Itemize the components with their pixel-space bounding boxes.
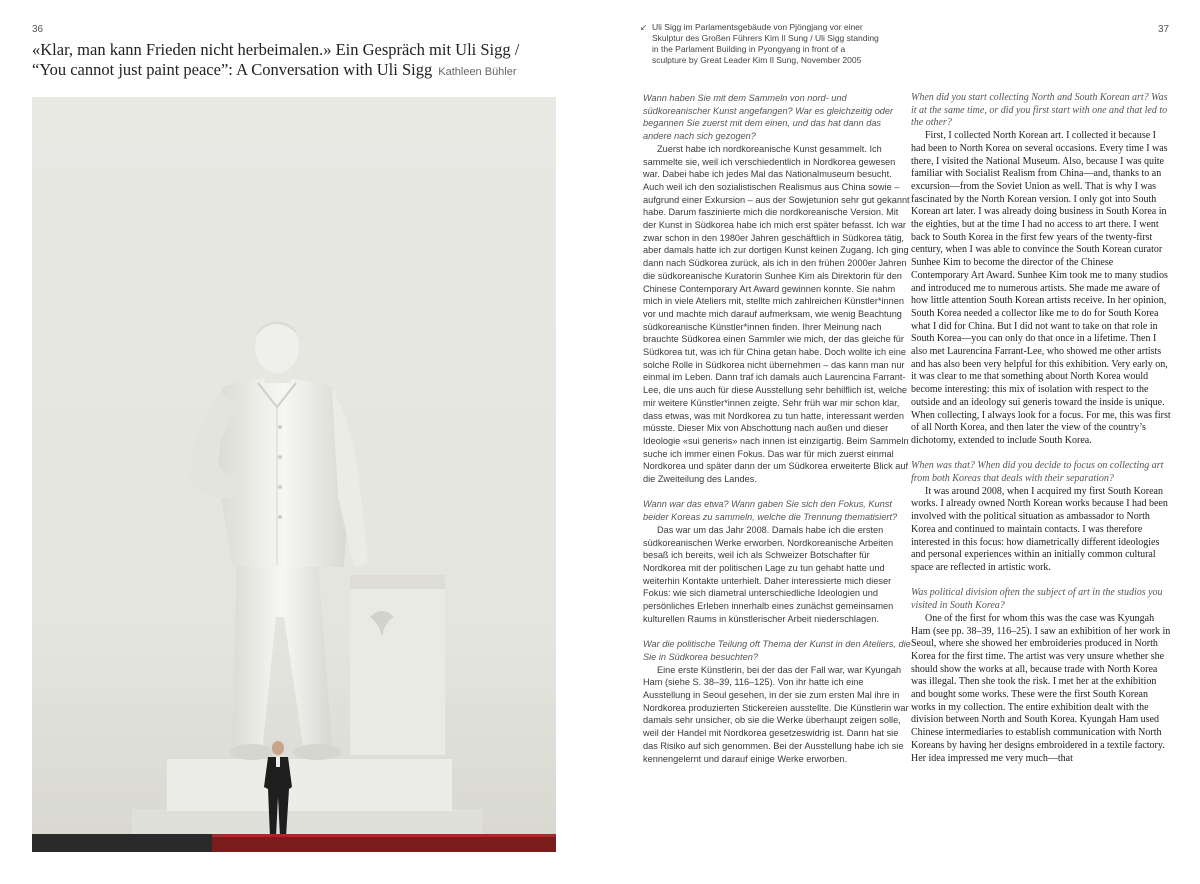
- question-german: Wann war das etwa? Wann gaben Sie sich den Fokus, Kunst beider Koreas zu sammeln, welche die Trennung thematisiert?: [643, 499, 898, 523]
- title-line-english: “You cannot just paint peace”: A Conversation with Uli Sigg: [32, 60, 433, 79]
- plinth-lower: [132, 809, 482, 835]
- question-english: When did you start collecting North and South Korean art? Was it at the same time, or did you first start with one and that led to the other?: [911, 92, 1168, 129]
- page-number-left: 36: [32, 24, 44, 35]
- caption-line: Uli Sigg im Parlamentsgebäude von Pjöngjang vor einer: [652, 22, 863, 32]
- question-german: Wann haben Sie mit dem Sammeln von nord- und südkoreanischer Kunst angefangen? War es gleichzeitig oder begannen Sie zuerst mit dem einen, und das hat dann das andere nach sich gezogen?: [643, 93, 894, 142]
- author-name: Kathleen Bühler: [438, 66, 517, 78]
- answer-german: Eine erste Künstlerin, bei der das der Fall war, war Kyungah Ham (siehe S. 38–39, 116–125). Von ihr hatte ich eine Ausstellung in Seoul gesehen, in der sie zum ersten Mal ihre in Nordkorea produzierten Stickereien ausstellte. Die Künstlerin war damals sehr unsicher, ob sie die Werke überhaupt zeigen solle, weil der Handel mit Nordkorea gesetzeswidrig ist. Dann hat sie das Risiko auf sich genommen. Bei der Ausstellung habe ich sie kennengelernt und darauf einige Werke erworben.: [643, 664, 909, 764]
- floor-shadow: [32, 834, 212, 852]
- title-line-english-wrap: [32, 60, 572, 82]
- statue-torso: [218, 378, 350, 567]
- question-english: When was that? When did you decide to focus on collecting art from both Koreas that deals with their separation?: [911, 460, 1164, 485]
- question-english: Was political division often the subject of art in the studios you visited in South Korea?: [911, 587, 1163, 612]
- answer-english: One of the first for whom this was the case was Kyungah Ham (see pp. 38–39, 116–25). I saw an exhibition of her work in Seoul, where she showed her embroideries produced in North Korea for the first time. The artist was very unsure whether she should show the works at all, because trade with North Korea was illegal. Then she took the risk. I met her at the exhibition and bought some works. These were the first South Korean works in my collection. The entire exhibition dealt with the division between North and South Korea. Kyungah Ham used Chinese intermediaries to establish communication with North Koreans by having her designs embroidered in a textile factory. Her idea impressed me very much—that: [911, 612, 1171, 764]
- german-text-column: [643, 92, 911, 765]
- photo-statue: [32, 97, 556, 852]
- article-title: [32, 40, 572, 82]
- title-line-german: «Klar, man kann Frieden nicht herbeimalen.» Ein Gespräch mit Uli Sigg /: [32, 40, 520, 59]
- page-number-right: 37: [1158, 24, 1170, 35]
- caption-line: Skulptur des Großen Führers Kim Il Sung / Uli Sigg standing: [652, 33, 879, 43]
- caption-line: in the Parlament Building in Pyongyang in front of a: [652, 44, 846, 54]
- question-german: War die politische Teilung oft Thema der Kunst in den Ateliers, die Sie in Südkorea besuchten?: [643, 639, 911, 662]
- pedestal-block: [350, 575, 445, 755]
- statue-illustration: [32, 97, 556, 852]
- english-text-column: [911, 92, 1171, 765]
- answer-german: Das war um das Jahr 2008. Damals habe ich die ersten südkoreanischen Werke erworben. Nordkoreanische Arbeiten besaß ich bereits, weil ich als Schweizer Botschafter für Nordkorea mit der politischen Lage zu tun gehabt hatte und weiterhin Kontakte unterhielt. Daher interessierte mich dieser Fokus: wie sich diametral unterschiedliche Ideologien und persönliches Erleben innerhalb eines zunächst gemeinsamen kulturellen Raums in künstlerischer Arbeit niederschlagen.: [643, 524, 894, 624]
- photo-caption: [640, 22, 900, 66]
- answer-english: First, I collected North Korean art. I collected it because I had been to North Korea on several occasions. Every time I was there, I visited the National Museum. Also, because I was quite familiar with Socialist Realism from China—and, thanks to an excursion—from the Soviet Union as well. That is why I was fascinated by the North Korean version. I only got into South Korean art later. I was already doing business in South Korea in the eighties, but at the time I had no access to art there. I went back to South Korea in the first few years of the twenty-first century, when I was able to convince the South Korean curator Sunhee Kim to become the director of the Chinese Contemporary Art Award. Sunhee Kim took me to many studios and introduced me to numerous artists. She made me aware of how little attention South Korean artists receive. In her opinion, South Korea needed a collector like me to do for South Korea what I did for China. But I did not want to take on that role in South Korea—you can only do that once in a lifetime. Then I also met Laurencina Farrant-Lee, who showed me other artists and has also been very helpful for this exhibition. Very early on, it was clear to me that something about North Korea would become interesting: this mix of isolation with respect to the outside and an ideology sui generis toward the inside is unique. When collecting, I always look for a focus. For me, this was first of all North Korea, and then later the view of the country’s dichotomy, extended to include South Korea.: [911, 130, 1171, 446]
- answer-german: Zuerst habe ich nordkoreanische Kunst gesammelt. Ich sammelte sie, weil ich verschiedentlich in Nordkorea gewesen war. Dabei habe ich jedes Mal das Nationalmuseum besucht. Auch weil ich den sozialistischen Realismus aus China sowie – aufgrund einer Exkursion – aus der Sowjetunion sehr gut gekannt habe. Darum faszinierte mich die nordkoreanische Version. Mit der Kunst in Südkorea habe ich mich erst später befasst. Ich war zwar schon in den 1980er Jahren geschäftlich in Südkorea tätig, aber damals hatte ich zur dortigen Kunst keinen Zugang. Ich ging dann nach Südkorea zurück, als ich in den frühen 2000er Jahren die südkoreanische Kuratorin Sunhee Kim als Direktorin für den Chinese Contemporary Art Award gewinnen konnte. Sie nahm mich in viele Ateliers mit, stellte mich zahlreichen Künstler*innen vor und machte mich darauf aufmerksam, wie wenig Beachtung südkoreanische Künstler*innen finden. Ihrer Meinung nach brauchte Südkorea einen Sammler wie mich, der das gleiche für Südkorea tut, was ich für China getan habe. Doch wollte ich eine solche Rolle in Südkorea nicht übernehmen – das kann man nur einmal im Leben. Dann traf ich damals auch Laurencina Farrant-Lee, die uns auch für diese Ausstellung sehr behilflich ist, welche mir weitere Künstler*innen zeigte. Sehr früh war mir schon klar, dass etwas, was mit Nordkorea zu tun hatte, interessant werden müsste. Dieser Mix von Abschottung nach außen und dieser Ideologie «sui generis» nach innen ist einzigartig. Beim Sammeln suche ich immer einen Fokus. Das war für mich zuerst einmal Nordkorea und später dann der um Südkorea erweiterte Blick auf die Zweiteilung des Landes.: [643, 143, 910, 485]
- caption-arrow-icon: ↙: [640, 22, 648, 32]
- plinth-upper: [167, 759, 452, 811]
- answer-english: It was around 2008, when I acquired my first South Korean works. I already owned North Korean works because I had been involved with the political situation as ambassador to North Korea and continued to maintain contacts. I was therefore interested in this focus: how diametrically different ideologies and personal experiences within an initially common cultural space are reflected in artistic work.: [911, 485, 1168, 573]
- caption-line: sculpture by Great Leader Kim Il Sung, November 2005: [652, 55, 862, 65]
